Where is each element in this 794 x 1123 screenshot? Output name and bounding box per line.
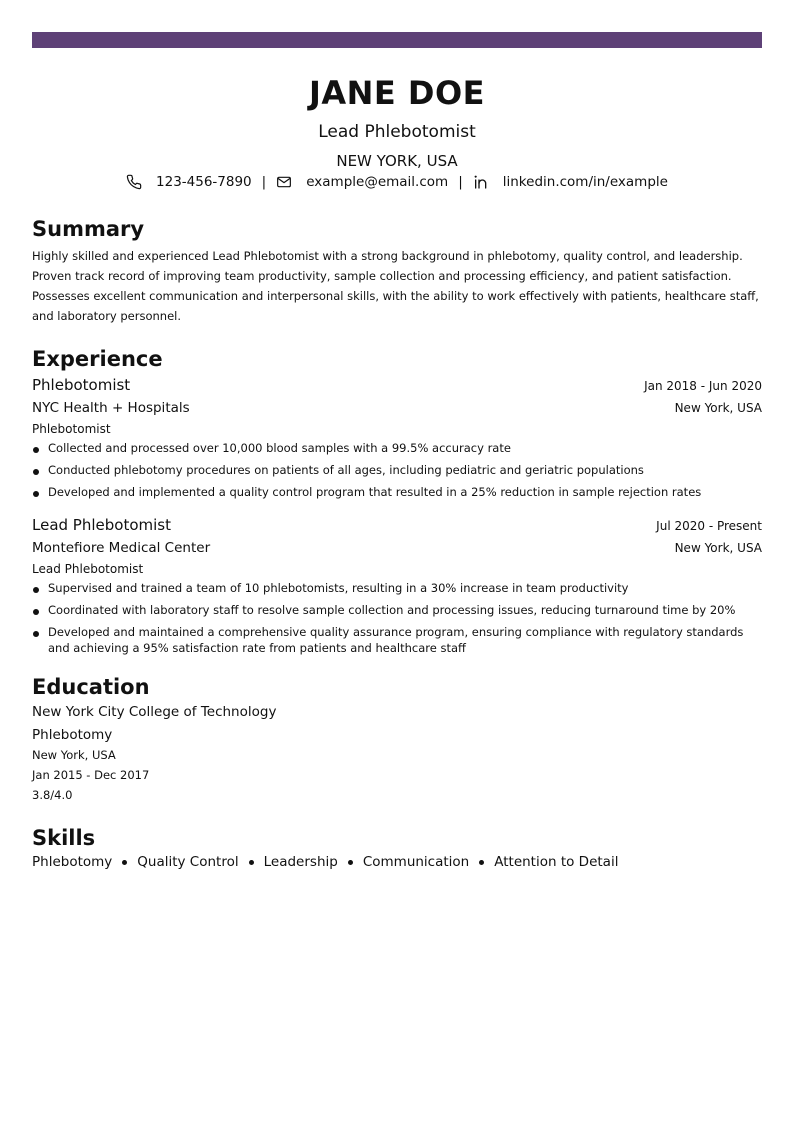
- job-dates: Jul 2020 - Present: [656, 519, 762, 533]
- bullet-text: Developed and implemented a quality control program that resulted in a 25% reduction in sample rejection rates: [48, 485, 702, 499]
- contact-separator: |: [261, 174, 267, 190]
- experience-entry: [32, 374, 762, 500]
- summary-heading: Summary: [32, 217, 145, 241]
- bullet-icon: [33, 491, 39, 497]
- list-item: [32, 580, 762, 596]
- edu-dates: Jan 2015 - Dec 2017: [32, 768, 150, 782]
- bullet-text: Conducted phlebotomy procedures on patients of all ages, including pediatric and geriatric populations: [48, 463, 644, 477]
- edu-gpa: 3.8/4.0: [32, 788, 73, 802]
- bullet-icon: [33, 587, 39, 593]
- job-company: NYC Health + Hospitals: [32, 400, 190, 416]
- edu-school: New York City College of Technology: [32, 704, 277, 720]
- accent-bar: [32, 32, 762, 48]
- edu-location: New York, USA: [32, 748, 116, 762]
- edu-degree: Phlebotomy: [32, 727, 113, 743]
- bullet-text: Coordinated with laboratory staff to resolve sample collection and processing issues, reducing turnaround time by 20%: [48, 603, 736, 617]
- job-subrole: Phlebotomist: [32, 422, 111, 436]
- education-section: [32, 674, 762, 805]
- bullet-text: Collected and processed over 10,000 blood samples with a 99.5% accuracy rate: [48, 441, 511, 455]
- job-location: New York, USA: [674, 401, 762, 415]
- job-role: Phlebotomist: [32, 376, 131, 394]
- education-heading: Education: [32, 675, 150, 699]
- skill-item: Attention to Detail: [494, 854, 619, 870]
- job-subrole: Lead Phlebotomist: [32, 562, 144, 576]
- mail-icon: [276, 174, 292, 190]
- bullet-icon: [33, 631, 39, 637]
- bullet-icon: [33, 609, 39, 615]
- job-bullets: [32, 440, 762, 500]
- skills-section: [32, 825, 762, 872]
- job-company: Montefiore Medical Center: [32, 540, 211, 556]
- list-item: [32, 602, 762, 618]
- skill-item: Leadership: [263, 854, 338, 870]
- list-item: [32, 484, 762, 500]
- summary-text: Highly skilled and experienced Lead Phlebotomist with a strong background in phlebotomy, quality control, and leadership. Proven track record of improving team productivity, sample collection and processing efficiency, and patient satisfaction. Possesses excellent communication and interpersonal skills, with the ability to work effectively with patients, healthcare staff, and laboratory personnel.: [32, 249, 759, 323]
- linkedin-icon: [473, 174, 489, 190]
- skill-item: Quality Control: [137, 854, 239, 870]
- linkedin-link[interactable]: linkedin.com/in/example: [502, 174, 668, 190]
- resume-page: [32, 32, 762, 872]
- list-item: [32, 462, 762, 478]
- phone-number[interactable]: 123-456-7890: [156, 174, 252, 190]
- skills-list: [32, 852, 762, 872]
- bullet-icon: [249, 860, 254, 865]
- skill-item: Communication: [362, 854, 470, 870]
- candidate-title: Lead Phlebotomist: [318, 122, 476, 142]
- job-location: New York, USA: [674, 541, 762, 555]
- candidate-location: NEW YORK, USA: [336, 152, 458, 170]
- contact-line: [32, 172, 762, 192]
- experience-section: [32, 346, 762, 656]
- contact-separator: |: [458, 174, 463, 190]
- bullet-icon: [479, 860, 484, 865]
- bullet-icon: [33, 469, 39, 475]
- skill-item: Phlebotomy: [32, 854, 113, 870]
- skills-heading: Skills: [32, 826, 96, 850]
- bullet-icon: [348, 860, 353, 865]
- candidate-name: JANE DOE: [308, 74, 486, 112]
- summary-section: [32, 216, 762, 326]
- list-item: [32, 440, 762, 456]
- job-dates: Jan 2018 - Jun 2020: [644, 379, 762, 393]
- job-role: Lead Phlebotomist: [32, 516, 171, 534]
- experience-heading: Experience: [32, 347, 163, 371]
- bullet-text: Supervised and trained a team of 10 phlebotomists, resulting in a 30% increase in team productivity: [48, 581, 629, 595]
- list-item: [32, 624, 762, 656]
- email-link[interactable]: example@email.com: [306, 174, 449, 190]
- phone-icon: [126, 174, 142, 190]
- job-bullets: [32, 580, 762, 656]
- bullet-icon: [122, 860, 127, 865]
- bullet-icon: [33, 447, 39, 453]
- bullet-text: Developed and maintained a comprehensive quality assurance program, ensuring compliance with regulatory standards and achieving a 95% satisfaction rate from patients and healthcare staff: [48, 625, 744, 655]
- resume-header: [32, 75, 762, 192]
- experience-entry: [32, 514, 762, 656]
